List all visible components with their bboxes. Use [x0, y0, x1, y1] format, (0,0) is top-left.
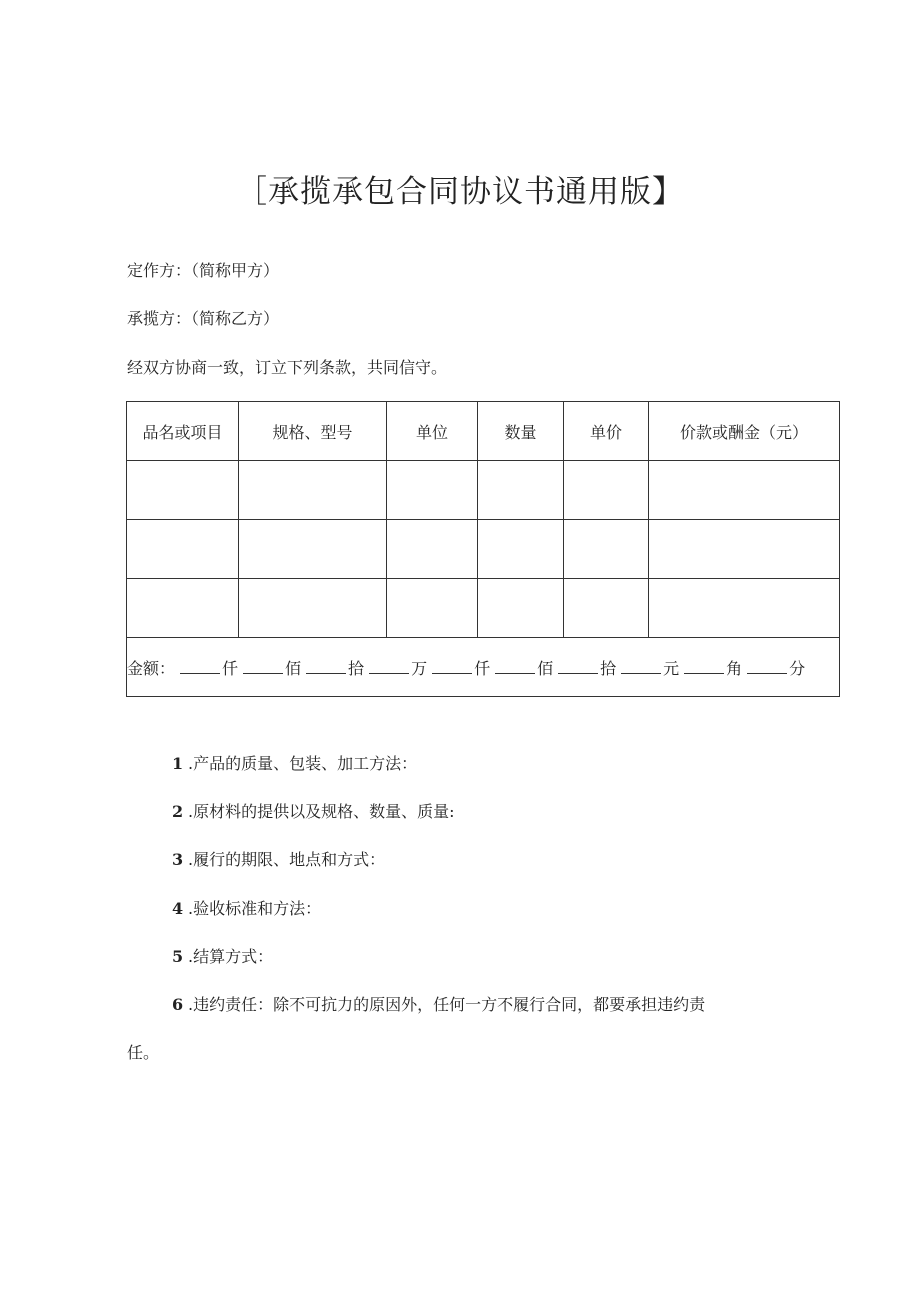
table-row: [127, 579, 840, 638]
clause-text: .原材料的提供以及规格、数量、质量:: [188, 802, 455, 821]
table-cell[interactable]: [649, 520, 840, 579]
amount-blank[interactable]: [558, 661, 598, 674]
amount-blank[interactable]: [306, 661, 346, 674]
col-header-unit: 单位: [387, 402, 478, 461]
clause-text: .违约责任：除不可抗力的原因外，任何一方不履行合同，都要承担违约责: [188, 995, 706, 1014]
col-header-amount: 价款或酬金（元）: [649, 402, 840, 461]
table-cell[interactable]: [239, 579, 387, 638]
amount-unit: 仟: [474, 658, 491, 678]
amount-blank[interactable]: [495, 661, 535, 674]
clause-number: 1: [172, 754, 184, 773]
clause-6: [172, 992, 705, 1015]
customer-party-line: 定作方：（简称甲方）: [127, 261, 280, 280]
amount-unit: 佰: [285, 658, 302, 678]
table-cell[interactable]: [387, 461, 478, 520]
amount-blank[interactable]: [747, 661, 787, 674]
amount-unit: 万: [411, 658, 428, 678]
amount-blank[interactable]: [432, 661, 472, 674]
table-row: [127, 461, 840, 520]
table-header-row: [127, 402, 840, 461]
amount-unit: 佰: [537, 658, 554, 678]
amount-blank[interactable]: [684, 661, 724, 674]
table-cell[interactable]: [127, 579, 239, 638]
amount-cell: [127, 638, 840, 697]
amount-row: [127, 638, 840, 697]
table-cell[interactable]: [239, 520, 387, 579]
amount-unit: 仟: [222, 658, 239, 678]
clause-number: 3: [172, 850, 184, 869]
clause-2: [172, 799, 454, 822]
clause-number: 2: [172, 802, 184, 821]
col-header-item: 品名或项目: [127, 402, 239, 461]
clause-5: [172, 944, 273, 967]
amount-unit: 元: [663, 658, 680, 678]
clause-1: [172, 751, 417, 774]
amount-blank[interactable]: [369, 661, 409, 674]
amount-unit: 角: [726, 658, 743, 678]
amount-label: 金额：: [127, 658, 176, 678]
clause-text: .产品的质量、包装、加工方法：: [188, 754, 418, 773]
clause-text: .验收标准和方法：: [188, 899, 322, 918]
document-title: ［承揽承包合同协议书通用版】: [236, 174, 684, 210]
table-cell[interactable]: [649, 579, 840, 638]
table-cell[interactable]: [239, 461, 387, 520]
amount-unit: 拾: [600, 658, 617, 678]
table-cell[interactable]: [564, 461, 649, 520]
table-cell[interactable]: [127, 520, 239, 579]
table-cell[interactable]: [478, 579, 564, 638]
items-table: [126, 401, 840, 697]
clause-number: 6: [172, 995, 184, 1014]
table-cell[interactable]: [127, 461, 239, 520]
amount-unit: 分: [789, 658, 806, 678]
table-cell[interactable]: [387, 520, 478, 579]
contractor-party-line: 承揽方：（简称乙方）: [127, 309, 280, 328]
clause-text: .履行的期限、地点和方式：: [188, 850, 386, 869]
col-header-unit-price: 单价: [564, 402, 649, 461]
table-row: [127, 520, 840, 579]
clause-number: 5: [172, 947, 184, 966]
col-header-quantity: 数量: [478, 402, 564, 461]
clause-text: .结算方式：: [188, 947, 274, 966]
clause-3: [172, 847, 385, 870]
table-cell[interactable]: [649, 461, 840, 520]
table-cell[interactable]: [478, 520, 564, 579]
col-header-spec: 规格、型号: [239, 402, 387, 461]
clause-continuation: 任。: [127, 1043, 160, 1062]
amount-blank[interactable]: [621, 661, 661, 674]
agreement-intro: 经双方协商一致，订立下列条款，共同信守。: [127, 358, 448, 377]
clause-4: [172, 896, 321, 919]
table-cell[interactable]: [564, 579, 649, 638]
amount-blank[interactable]: [243, 661, 283, 674]
amount-blank[interactable]: [180, 661, 220, 674]
amount-unit: 拾: [348, 658, 365, 678]
table-cell[interactable]: [564, 520, 649, 579]
table-cell[interactable]: [387, 579, 478, 638]
clause-number: 4: [172, 899, 184, 918]
table-cell[interactable]: [478, 461, 564, 520]
